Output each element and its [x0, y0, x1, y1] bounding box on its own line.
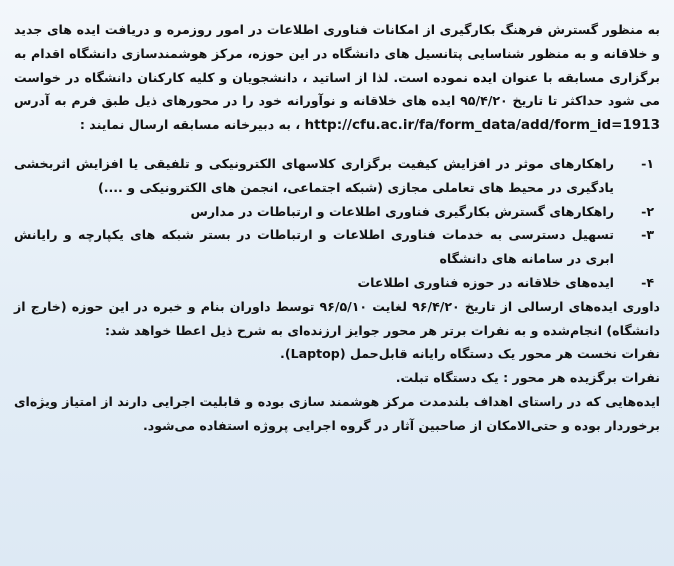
closing-paragraph: ایده‌هایی که در راستای اهداف بلندمدت مرکز هوشمند سازی بوده و قابلیت اجرایی دارند از امتیاز ویژه‌ای برخوردار بوده و حتی‌الامکان از صاحبین آثار در گروه اجرایی پروژه استفاده می‌شود. [14, 393, 660, 433]
topic-list [14, 152, 660, 295]
judging-paragraph: داوری ایده‌های ارسالی از تاریخ ۹۶/۴/۲۰ لغایت ۹۶/۵/۱۰ توسط داوران بنام و خبره در این حوزه (خارج از دانشگاه) انجام‌شده و به نفرات برتر هر محور جوایز ارزنده‌ای به شرح ذیل اعطا خواهد شد: [14, 298, 660, 338]
intro-paragraph [14, 18, 660, 138]
form-url-link[interactable]: http://cfu.ac.ir/fa/form_data/add/form_id=1913 [304, 117, 660, 134]
item-number: ۲- [641, 203, 654, 219]
first-prize-end: ). [280, 346, 291, 362]
item-text: ایده‌های خلاقانه در حوزه فناوری اطلاعات [357, 274, 614, 290]
intro-text-2: نموده است. لذا از اساتید ، دانشجویان و کلیه کارکنان دانشگاه در خواست می شود حداکثر تا تاریخ ۹۵/۴/۲۰ ایده های خلاقانه و نوآورانه خود را در محورهای ذیل طبق فرم به آدرس [14, 69, 660, 109]
announcement-document [14, 18, 660, 438]
list-item [14, 223, 660, 271]
intro-text-3: ، به دبیرخانه مسابقه ارسال نمایند : [79, 117, 305, 133]
list-item [14, 271, 660, 295]
first-prize-text: نفرات نخست هر محور یک دستگاه رایانه قابل‌حمل ( [339, 346, 660, 362]
contest-title-keyword: ایده [472, 69, 497, 85]
list-item [14, 200, 660, 224]
item-text: راهکارهای موثر در افزایش کیفیت برگزاری کلاسهای الکترونیکی و تلفیقی یا افزایش اثربخشی یادگیری در محیط های تعاملی مجازی (شبکه اجتماعی، انجمن های الکترونیکی و ....) [14, 155, 614, 195]
first-prize-line [14, 342, 660, 366]
laptop-label: Laptop [290, 346, 340, 362]
intro-text-1: به منظور گسترش فرهنگ بکارگیری از امکانات فناوری اطلاعات در امور روزمره و دریافت ایده های جدید و خلاقانه و به منظور شناسایی پتانسیل های دانشگاه در این حوزه، مرکز هوشمندسازی دانشگاه اقدام به برگزاری مسابقه با عنوان [14, 22, 661, 85]
item-number: ۱- [641, 155, 654, 171]
item-text: راهکارهای گسترش بکارگیری فناوری اطلاعات و ارتباطات در مدارس [190, 203, 614, 219]
item-number: ۴- [641, 274, 654, 290]
list-item [14, 152, 660, 200]
item-number: ۳- [641, 227, 654, 243]
selected-prize-line: نفرات برگزیده هر محور : یک دستگاه تبلت. [395, 370, 660, 386]
item-text: تسهیل دسترسی به خدمات فناوری اطلاعات و ارتباطات در بستر شبکه های یکپارچه و رایانش ابری در سامانه های دانشگاه [14, 227, 614, 267]
